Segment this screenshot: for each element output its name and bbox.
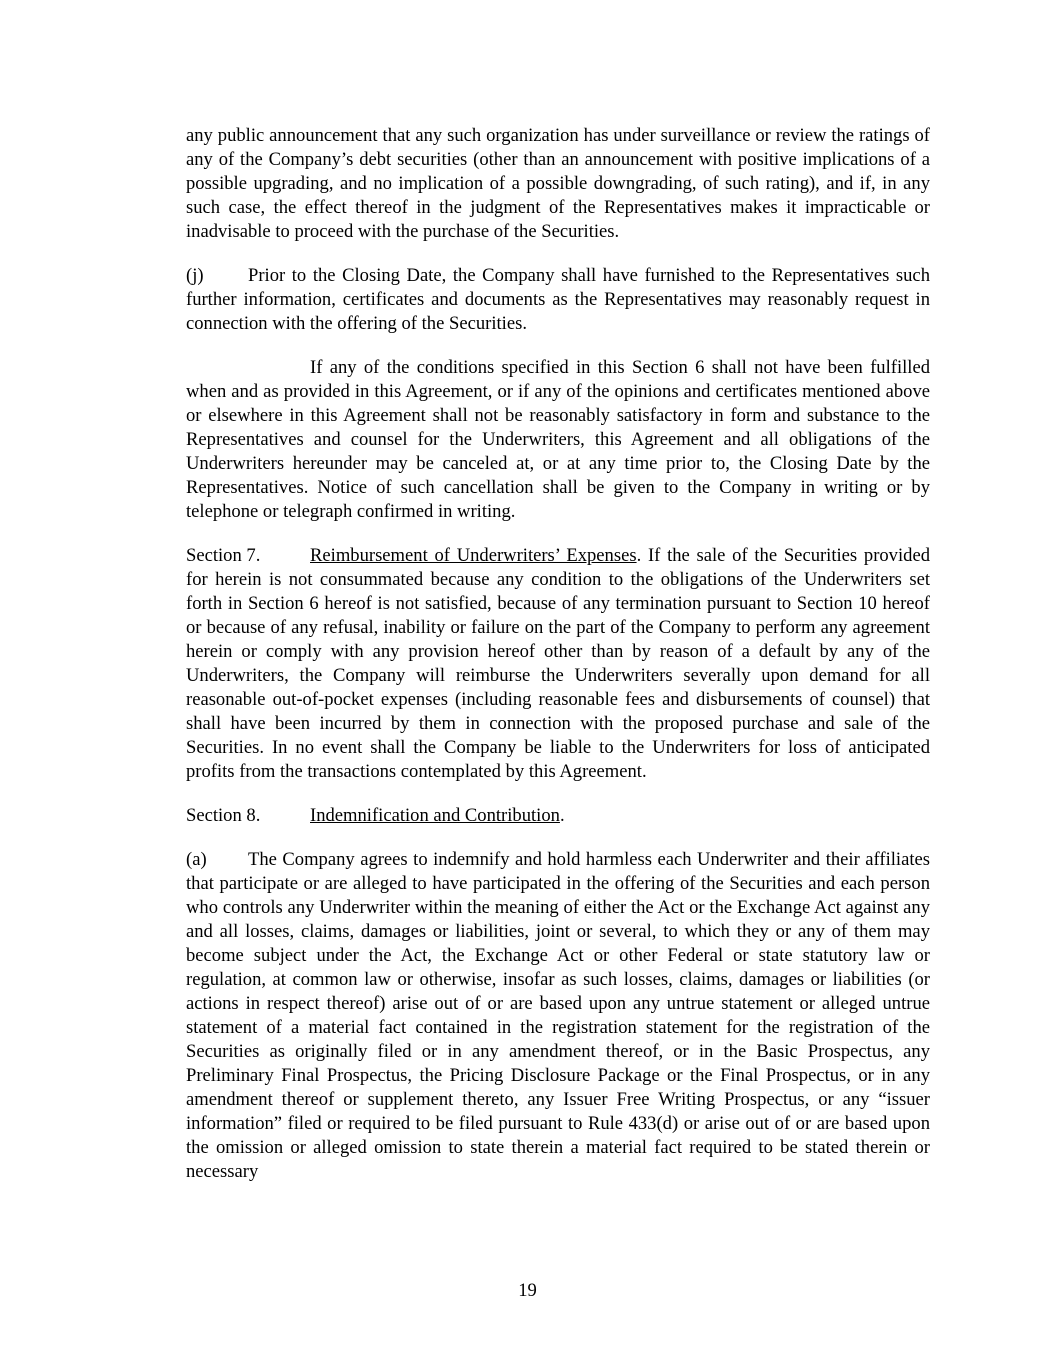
- paragraph-conditions: [186, 356, 930, 524]
- page-body: [186, 124, 930, 1184]
- section-heading: Indemnification and Contribution: [310, 805, 560, 826]
- section-number: Section 7.: [186, 545, 261, 566]
- paragraph-text: Prior to the Closing Date, the Company shall have furnished to the Representatives such further information, certificates and documents as the Representatives may reasonably request in connection with the offering of the Securities.: [186, 265, 930, 334]
- section-heading: Reimbursement of Underwriters’ Expenses: [310, 545, 637, 566]
- paragraph-text: If any of the conditions specified in this Section 6 shall not have been fulfilled when and as provided in this Agreement, or if any of the opinions and certificates mentioned above or elsewhere in this Agreement shall not be reasonably satisfactory in form and substance to the Representatives and counsel for the Underwriters, this Agreement and all obligations of the Underwriters hereunder may be canceled at, or at any time prior to, the Closing Date by the Representatives. Notice of such cancellation shall be given to the Company in writing or by telephone or telegraph confirmed in writing.: [186, 357, 930, 522]
- section-number: Section 8.: [186, 805, 261, 826]
- paragraph-continuation: [186, 124, 930, 244]
- paragraph-j: [186, 264, 930, 336]
- paragraph-text: any public announcement that any such organization has under surveillance or review the ratings of any of the Company’s debt securities (other than an announcement with positive implications of a possible upgrading, and no implication of a possible downgrading, of such rating), and if, in any such case, the effect thereof in the judgment of the Representatives makes it impracticable or inadvisable to proceed with the purchase of the Securities.: [186, 125, 930, 242]
- section-7: [186, 544, 930, 784]
- section-heading-period: .: [559, 805, 565, 826]
- section-8: [186, 804, 930, 828]
- page-number: 19: [518, 1280, 537, 1301]
- paragraph-a: [186, 848, 930, 1184]
- clause-label: (a): [186, 849, 207, 870]
- paragraph-text: The Company agrees to indemnify and hold harmless each Underwriter and their affiliates that participate or are alleged to have participated in the offering of the Securities and each person who controls any Underwriter within the meaning of either the Act or the Exchange Act against any and all losses, claims, damages or liabilities, joint or several, to which they or any of them may become subject under the Act, the Exchange Act or other Federal or state statutory law or regulation, at common law or otherwise, insofar as such losses, claims, damages or liabilities (or actions in respect thereof) arise out of or are based upon any untrue statement or alleged untrue statement of a material fact contained in the registration statement for the registration of the Securities as originally filed or in any amendment thereof, or in the Basic Prospectus, any Preliminary Final Prospectus, the Pricing Disclosure Package or the Final Prospectus, or in any amendment thereof or supplement thereto, any Issuer Free Writing Prospectus, or any “issuer information” filed or required to be filed pursuant to Rule 433(d) or arise out of or are based upon the omission or alleged omission to state therein a material fact required to be stated therein or necessary: [186, 849, 930, 1182]
- clause-label: (j): [186, 265, 204, 286]
- section-text: . If the sale of the Securities provided for herein is not consummated because any condition to the obligations of the Underwriters set forth in Section 6 hereof is not satisfied, because of any termination pursuant to Section 10 hereof or because of any refusal, inability or failure on the part of the Company to perform any agreement herein or comply with any provision hereof other than by reason of a default by any of the Underwriters, the Company will reimburse the Underwriters severally upon demand for all reasonable out-of-pocket expenses (including reasonable fees and disbursements of counsel) that shall have been incurred by them in connection with the proposed purchase and sale of the Securities. In no event shall the Company be liable to the Underwriters for loss of anticipated profits from the transactions contemplated by this Agreement.: [186, 545, 930, 782]
